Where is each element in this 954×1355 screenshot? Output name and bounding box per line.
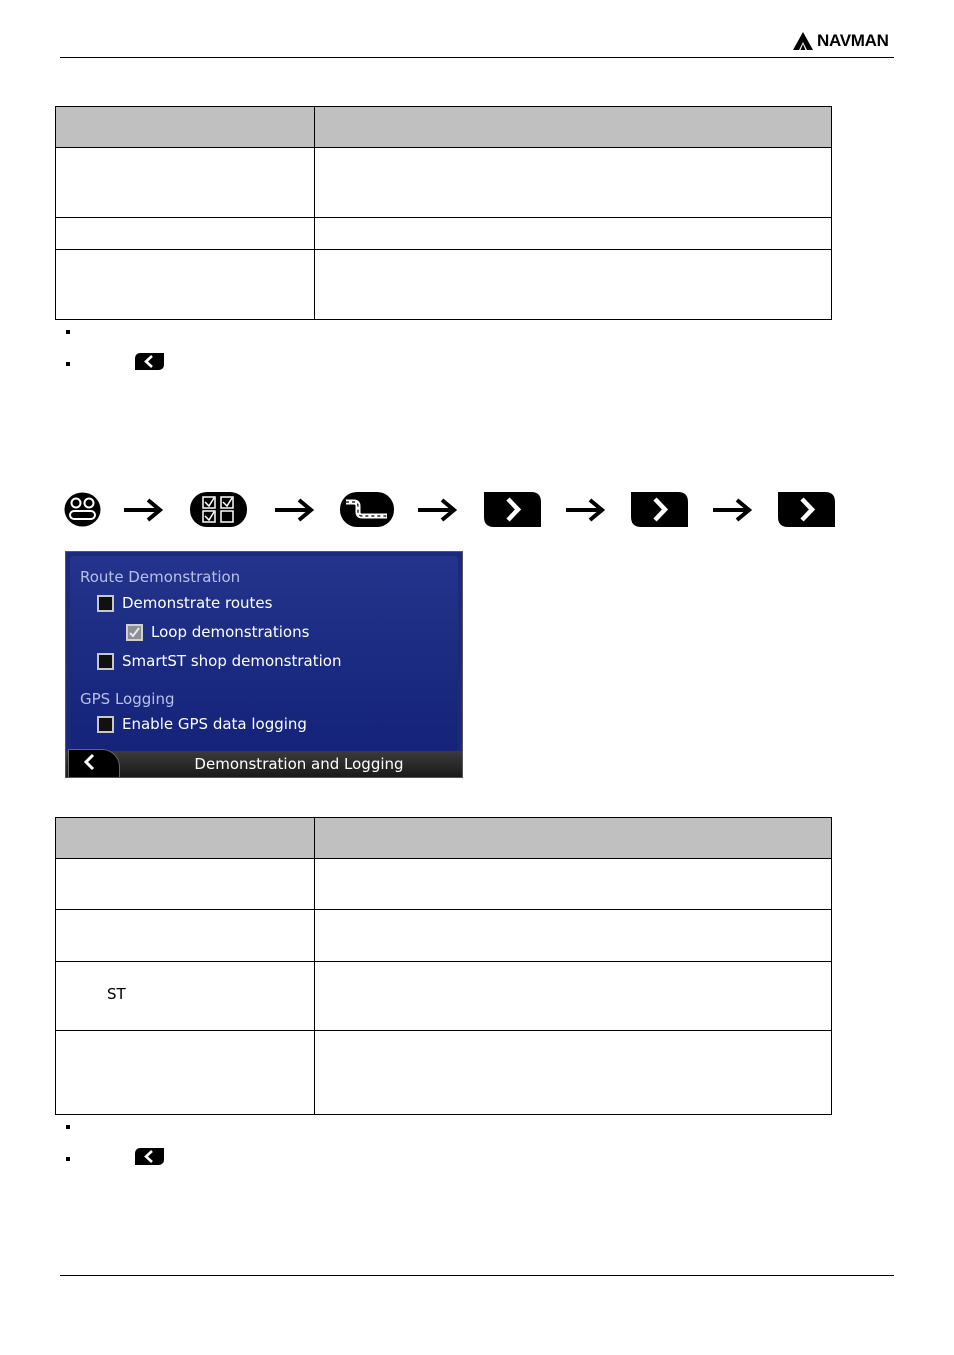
settings-grid-icon	[190, 492, 247, 527]
main-menu-icon	[64, 492, 101, 527]
table-row	[56, 1031, 832, 1115]
enable-gps-logging-checkbox[interactable]	[97, 716, 114, 733]
back-chevron-icon	[135, 1148, 164, 1165]
navman-logo	[792, 31, 889, 51]
bullet-point	[66, 362, 70, 366]
next-arrow-icon[interactable]	[484, 492, 541, 527]
table-row	[56, 148, 832, 218]
settings-table-bottom	[55, 817, 832, 1115]
table-header-cell	[56, 818, 315, 859]
back-button[interactable]	[135, 1148, 164, 1165]
bullet-point	[66, 1157, 70, 1161]
table-row	[56, 859, 832, 910]
navman-triangle-logo-icon	[792, 31, 814, 51]
screen-footer	[66, 751, 462, 777]
bullet-point	[66, 330, 70, 334]
next-arrow-icon[interactable]	[778, 492, 835, 527]
right-arrow-icon	[416, 495, 460, 525]
section-route-demonstration: Route Demonstration	[80, 568, 241, 586]
screen-title: Demonstration and Logging	[194, 755, 404, 773]
screen-back-button[interactable]	[68, 749, 120, 778]
footer-rule	[60, 1275, 894, 1276]
table-row	[56, 250, 832, 320]
smartst-shop-label: SmartST shop demonstration	[122, 652, 342, 670]
loop-demonstrations-checkbox[interactable]	[126, 624, 143, 641]
right-arrow-icon	[122, 495, 166, 525]
demonstration-logging-screen	[65, 551, 463, 778]
header-rule	[60, 57, 894, 58]
demonstrate-routes-label: Demonstrate routes	[122, 594, 273, 612]
section-gps-logging: GPS Logging	[80, 690, 175, 708]
smartst-shop-checkbox[interactable]	[97, 653, 114, 670]
enable-gps-logging-label: Enable GPS data logging	[122, 715, 307, 733]
back-button[interactable]	[135, 353, 164, 370]
demonstrate-routes-option[interactable]	[97, 594, 272, 612]
right-arrow-icon	[711, 495, 755, 525]
table-row	[56, 910, 832, 962]
loop-demonstrations-option[interactable]	[126, 623, 309, 641]
table-row	[56, 218, 832, 250]
table-header-cell	[56, 107, 315, 148]
bullet-point	[66, 1125, 70, 1129]
smartst-row-label: ST	[107, 985, 126, 1003]
settings-table-top	[55, 106, 832, 320]
next-arrow-icon[interactable]	[631, 492, 688, 527]
loop-demonstrations-label: Loop demonstrations	[151, 623, 310, 641]
demonstrate-routes-checkbox[interactable]	[97, 595, 114, 612]
logo-text: NAVMAN	[817, 31, 889, 50]
back-chevron-icon	[135, 353, 164, 370]
checkmark-icon	[128, 626, 141, 639]
back-chevron-icon	[69, 750, 109, 774]
table-row	[56, 962, 832, 1031]
route-icon	[340, 492, 394, 527]
table-header-cell	[315, 107, 832, 148]
right-arrow-icon	[273, 495, 317, 525]
right-arrow-icon	[564, 495, 608, 525]
table-header-cell	[315, 818, 832, 859]
smartst-shop-option[interactable]	[97, 652, 341, 670]
enable-gps-logging-option[interactable]	[97, 715, 307, 733]
